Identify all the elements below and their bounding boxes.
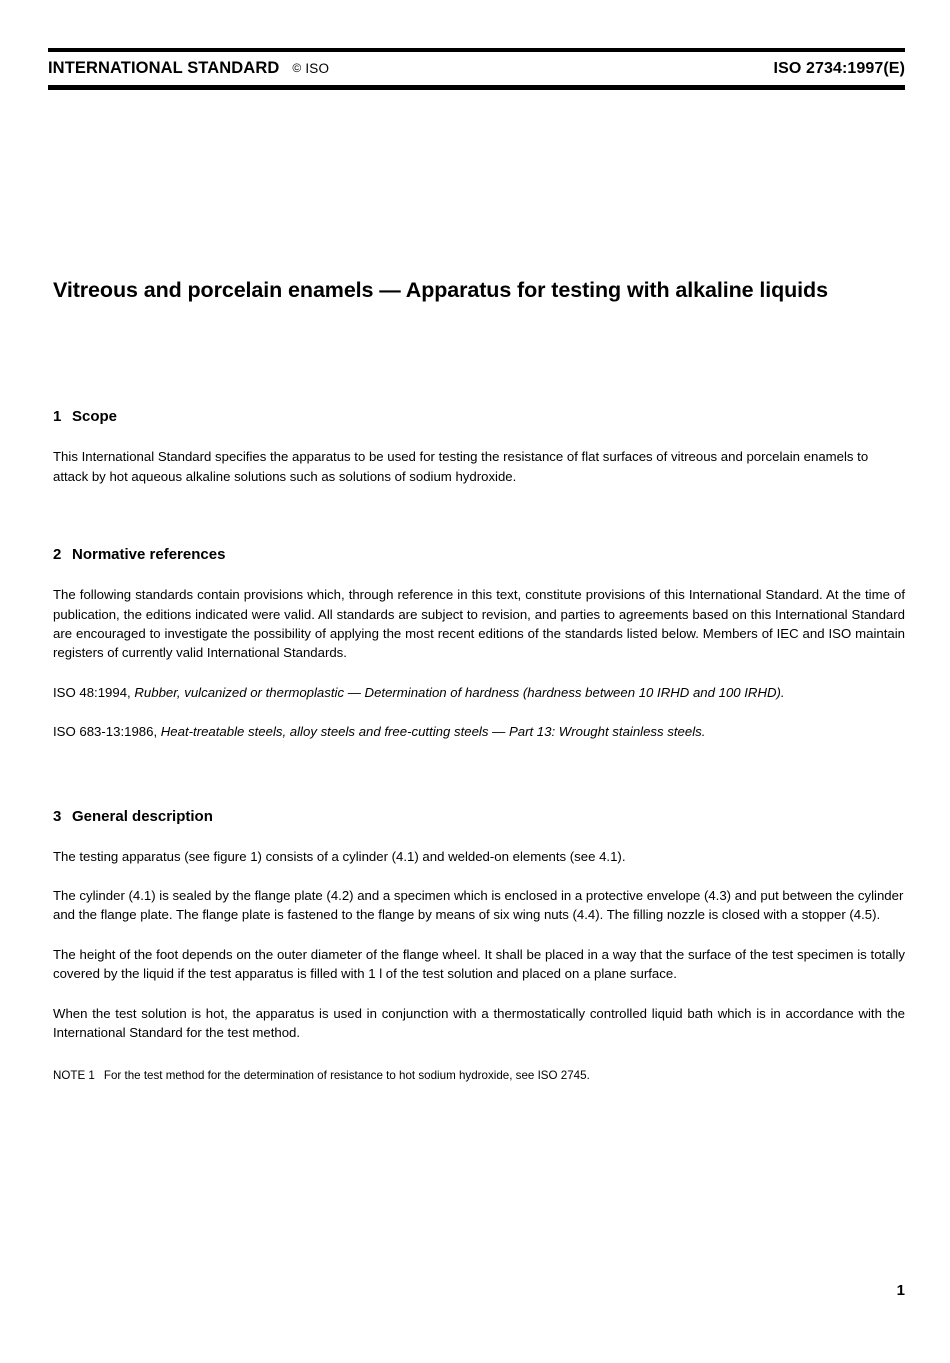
note-label: NOTE 1 [53, 1069, 95, 1083]
page-number: 1 [896, 1282, 905, 1299]
copyright-icon: © [292, 61, 302, 75]
general-description-paragraph: The testing apparatus (see figure 1) consists of a cylinder (4.1) and welded-on elements (see 4.1). [53, 848, 626, 864]
header-left-group [48, 59, 329, 78]
header-bottom-rule [48, 85, 905, 90]
section-heading-general-description [53, 808, 905, 826]
section-heading-normative-references [53, 546, 905, 564]
general-description-paragraph: The cylinder (4.1) is sealed by the flange plate (4.2) and a specimen which is enclosed in a protective envelope (4.3) and put between the cylinder and the flange plate. The flange plate is fastened to the flange by means of six wing nuts (4.4). The filling nozzle is closed with a stopper (4.5). [53, 888, 904, 923]
section-number-normative-references: 2 [53, 546, 62, 564]
reference-title: Heat-treatable steels, alloy steels and free-cutting steels — Part 13: Wrought stainless steels. [160, 724, 706, 740]
section-title-normative-references: Normative references [72, 546, 226, 564]
scope-paragraph: This International Standard specifies the apparatus to be used for testing the resistance of flat surfaces of vitreous and porcelain enamels to attack by hot aqueous alkaline solutions such as solutions of sodium hydroxide. [53, 449, 869, 484]
document-body [53, 276, 905, 1085]
section-number-scope: 1 [53, 408, 62, 426]
header-copyright [292, 61, 329, 76]
header-standard-reference: ISO 2734:1997(E) [773, 60, 905, 77]
reference-designation: ISO 683-13:1986, [53, 724, 158, 740]
general-description-paragraph: The height of the foot depends on the outer diameter of the flange wheel. It shall be placed in a way that the surface of the test specimen is totally covered by the liquid if the test apparatus is filled with 1 l of the test solution and placed on a plane surface. [53, 946, 905, 982]
document-title: Vitreous and porcelain enamels — Apparatus for testing with alkaline liquids [53, 278, 828, 302]
header-row [48, 52, 905, 85]
section-number-general-description: 3 [53, 807, 62, 825]
page-footer [48, 1282, 905, 1300]
section-heading-scope [53, 408, 905, 426]
header-copyright-org: ISO [305, 61, 330, 76]
reference-title: Rubber, vulcanized or thermoplastic — Determination of hardness (hardness between 10 IRHD and 100 IRHD). [134, 684, 785, 700]
page-header [48, 48, 905, 90]
section-title-general-description: General description [72, 807, 213, 825]
note-text: For the test method for the determination of resistance to hot sodium hydroxide, see ISO 2745. [103, 1069, 590, 1083]
reference-entry [53, 722, 905, 741]
reference-entry [53, 683, 905, 702]
reference-designation: ISO 48:1994, [53, 684, 131, 700]
normative-references-paragraph: The following standards contain provisions which, through reference in this text, constitute provisions of this International Standard. At the time of publication, the editions indicated were valid. All standards are subject to revision, and parties to agreements based on this International Standard are encouraged to investigate the possibility of applying the most recent editions of the standards listed below. Members of IEC and ISO maintain registers of currently valid International Standards. [53, 587, 905, 661]
section-title-scope: Scope [72, 408, 118, 426]
note-block [53, 1068, 905, 1085]
header-title: INTERNATIONAL STANDARD [48, 59, 280, 77]
general-description-paragraph: When the test solution is hot, the apparatus is used in conjunction with a thermostatically controlled liquid bath which is in accordance with the International Standard for the test method. [53, 1005, 905, 1041]
